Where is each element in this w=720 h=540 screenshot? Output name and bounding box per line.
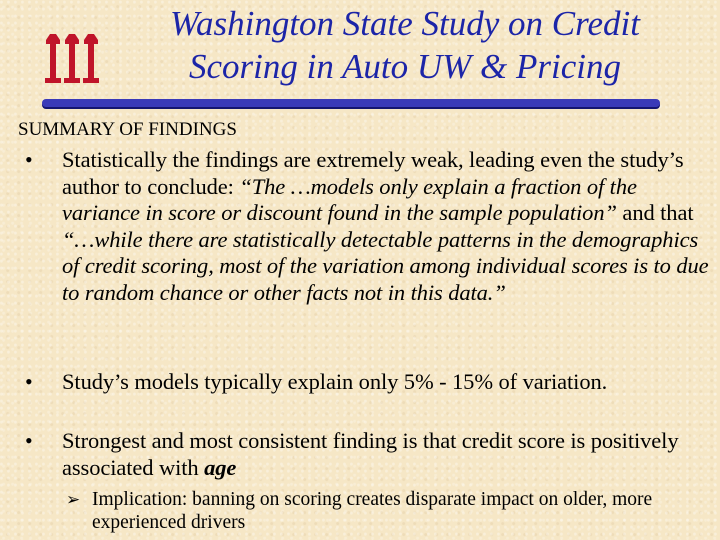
emphasis-age: age bbox=[204, 454, 237, 480]
arrow-bullet-icon: ➢ bbox=[66, 490, 81, 510]
bullet-intro: Statistically the findings are extremely weak, leading even the study’s author to conclude: bbox=[62, 147, 684, 199]
title-line-1: Washington State Study on Credit bbox=[170, 4, 640, 43]
summary-heading: SUMMARY OF FINDINGS bbox=[18, 119, 237, 140]
author-quote-1: “The …models only explain a fraction of the variance in score or discount found in the sample population” bbox=[62, 173, 637, 226]
title-line-2: Scoring in Auto UW & Pricing bbox=[189, 47, 621, 86]
bullet-body: Strongest and most consistent finding is that credit score is positively associated with bbox=[62, 428, 679, 480]
triple-column-logo-icon bbox=[44, 34, 102, 86]
title-divider bbox=[42, 99, 660, 107]
slide-title bbox=[100, 2, 710, 88]
bullet-text: Study’s models typically explain only 5% - 15% of variation. bbox=[62, 369, 608, 394]
bullet-marker: • bbox=[25, 147, 33, 172]
sub-bullet-text: Implication: banning on scoring creates disparate impact on older, more experienced drivers bbox=[92, 489, 653, 533]
bullet-connector: and that bbox=[616, 200, 694, 226]
bullet-text bbox=[62, 428, 712, 481]
bullet-marker: • bbox=[25, 369, 33, 394]
bullet-text bbox=[62, 147, 712, 307]
bullet-marker: • bbox=[25, 428, 33, 453]
author-quote-2: “…while there are statistically detectable patterns in the demographics of credit scoring, most of the variation among individual scores is to due to random chance or other facts not in this data.” bbox=[62, 226, 709, 305]
